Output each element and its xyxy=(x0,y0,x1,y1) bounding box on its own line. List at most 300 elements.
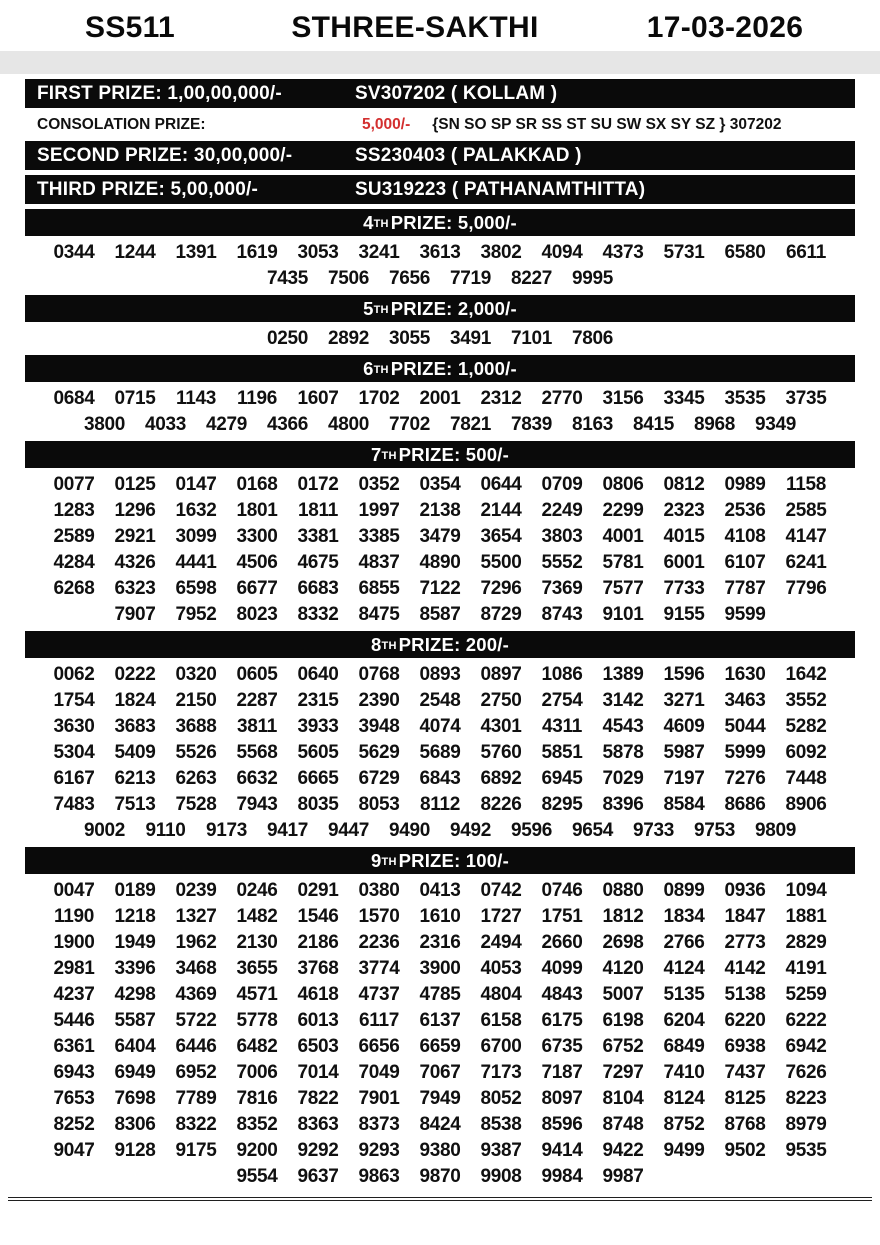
prize-number: 4737 xyxy=(358,984,400,1005)
prize-number: 5044 xyxy=(724,716,766,737)
prize-number: 3811 xyxy=(236,716,278,737)
lottery-name: STHREE-SAKTHI xyxy=(291,11,539,44)
prize-number: 1997 xyxy=(358,500,400,521)
prize-number: 6013 xyxy=(297,1010,339,1031)
prize-number: 8686 xyxy=(724,794,766,815)
prize-number: 7901 xyxy=(358,1088,400,1109)
prize-number: 4099 xyxy=(541,958,583,979)
prize-number: 4033 xyxy=(144,414,187,435)
first-prize-winner: SV307202 ( KOLLAM ) xyxy=(355,82,558,104)
header xyxy=(0,0,880,48)
prize-number: 3300 xyxy=(236,526,278,547)
prize-number-row xyxy=(0,904,880,930)
prize-number-row xyxy=(0,930,880,956)
prize-number: 0715 xyxy=(114,388,156,409)
prize-number: 9173 xyxy=(205,820,248,841)
prize-number: 4441 xyxy=(175,552,217,573)
prize-number: 8306 xyxy=(114,1114,156,1135)
prize-number: 2585 xyxy=(785,500,827,521)
prize-number: 1596 xyxy=(663,664,705,685)
draw-date: 17-03-2026 xyxy=(646,11,804,44)
prize-number: 9387 xyxy=(480,1140,522,1161)
prize-number: 2236 xyxy=(358,932,400,953)
prize-number: 6843 xyxy=(419,768,461,789)
section-ordinal-suffix: TH xyxy=(381,856,397,868)
prize-section-7th xyxy=(0,441,880,628)
prize-number: 6752 xyxy=(602,1036,644,1057)
prize-number-row xyxy=(0,1138,880,1164)
prize-number-row xyxy=(0,714,880,740)
prize-number: 7787 xyxy=(724,578,766,599)
prize-number: 3803 xyxy=(541,526,583,547)
prize-number-row xyxy=(0,602,880,628)
prize-number: 7437 xyxy=(724,1062,766,1083)
prize-number: 2754 xyxy=(541,690,583,711)
prize-number: 1881 xyxy=(785,906,827,927)
prize-number: 7506 xyxy=(327,268,370,289)
divider-band xyxy=(0,51,880,74)
prize-number: 2892 xyxy=(327,328,370,349)
prize-number: 0125 xyxy=(114,474,156,495)
prize-number: 6892 xyxy=(480,768,522,789)
prize-number: 8104 xyxy=(602,1088,644,1109)
prize-number: 1283 xyxy=(53,500,95,521)
prize-number: 0899 xyxy=(663,880,705,901)
prize-number: 9535 xyxy=(785,1140,827,1161)
prize-number: 3655 xyxy=(236,958,278,979)
prize-number: 1702 xyxy=(358,388,400,409)
prize-number: 0897 xyxy=(480,664,522,685)
prize-number: 9380 xyxy=(419,1140,461,1161)
prize-number: 6855 xyxy=(358,578,400,599)
prize-number: 1389 xyxy=(602,664,644,685)
prize-number: 3535 xyxy=(724,388,766,409)
prize-number: 9349 xyxy=(754,414,797,435)
prize-number: 6158 xyxy=(480,1010,522,1031)
prize-number: 1190 xyxy=(53,906,95,927)
prize-number: 8475 xyxy=(358,604,400,625)
prize-number: 0644 xyxy=(480,474,522,495)
prize-number: 3241 xyxy=(358,242,400,263)
prize-number: 9596 xyxy=(510,820,553,841)
prize-number-row xyxy=(0,662,880,688)
prize-number: 6446 xyxy=(175,1036,217,1057)
prize-number: 2698 xyxy=(602,932,644,953)
section-ordinal-suffix: TH xyxy=(373,218,389,230)
section-ordinal-suffix: TH xyxy=(381,450,397,462)
prize-number: 5568 xyxy=(236,742,278,763)
prize-number: 4843 xyxy=(541,984,583,1005)
prize-number: 4506 xyxy=(236,552,278,573)
prize-number: 8295 xyxy=(541,794,583,815)
prize-number: 2144 xyxy=(480,500,522,521)
prize-number: 3463 xyxy=(724,690,766,711)
section-ordinal: 8 xyxy=(371,633,382,655)
prize-number: 0746 xyxy=(541,880,583,901)
prize-number-row xyxy=(0,1060,880,1086)
third-prize-label: THIRD PRIZE: 5,00,000/- xyxy=(37,178,259,200)
prize-number: 6942 xyxy=(785,1036,827,1057)
prize-number: 5526 xyxy=(175,742,217,763)
prize-number: 2130 xyxy=(236,932,278,953)
prize-number: 3933 xyxy=(297,716,339,737)
prize-number: 3381 xyxy=(297,526,339,547)
prize-number: 6092 xyxy=(785,742,827,763)
prize-number: 5007 xyxy=(602,984,644,1005)
prize-number: 8223 xyxy=(785,1088,827,1109)
prize-number: 3774 xyxy=(358,958,400,979)
consolation-prize-winner: {SN SO SP SR SS ST SU SW SX SY SZ } 307202 xyxy=(432,116,782,133)
prize-number: 8097 xyxy=(541,1088,583,1109)
prize-number: 5987 xyxy=(663,742,705,763)
prize-number: 9554 xyxy=(236,1166,278,1187)
prize-number: 7014 xyxy=(297,1062,339,1083)
prize-number: 3271 xyxy=(663,690,705,711)
prize-number: 8979 xyxy=(785,1114,827,1135)
prize-number: 1158 xyxy=(785,474,827,495)
prize-number: 3802 xyxy=(480,242,522,263)
prize-section-7th-header xyxy=(25,441,855,468)
prize-number-row xyxy=(0,792,880,818)
prize-number: 2150 xyxy=(175,690,217,711)
section-ordinal: 9 xyxy=(371,849,382,871)
prize-number-row xyxy=(0,386,880,412)
prize-number: 6117 xyxy=(358,1010,400,1031)
prize-number: 0062 xyxy=(53,664,95,685)
prize-section-4th xyxy=(0,209,880,292)
prize-number-row xyxy=(0,240,880,266)
prize-number: 7006 xyxy=(236,1062,278,1083)
prize-number: 2001 xyxy=(419,388,461,409)
prize-number: 1962 xyxy=(175,932,217,953)
prize-section-8th-header xyxy=(25,631,855,658)
prize-number: 6268 xyxy=(53,578,95,599)
prize-number: 6677 xyxy=(236,578,278,599)
prize-number-row xyxy=(0,956,880,982)
prize-number: 2829 xyxy=(785,932,827,953)
prize-number: 7719 xyxy=(449,268,492,289)
prize-number: 6204 xyxy=(663,1010,705,1031)
section-ordinal: 4 xyxy=(363,211,374,233)
prize-number: 5722 xyxy=(175,1010,217,1031)
prize-number: 1727 xyxy=(480,906,522,927)
prize-number: 4373 xyxy=(602,242,644,263)
prize-number: 7839 xyxy=(510,414,553,435)
prize-number: 8332 xyxy=(297,604,339,625)
prize-number: 7952 xyxy=(175,604,217,625)
prize-number: 8322 xyxy=(175,1114,217,1135)
prize-number: 4785 xyxy=(419,984,461,1005)
prize-number: 9002 xyxy=(83,820,126,841)
prize-number-row xyxy=(0,472,880,498)
prize-number: 5282 xyxy=(785,716,827,737)
prize-number: 0893 xyxy=(419,664,461,685)
prize-number: 7733 xyxy=(663,578,705,599)
prize-number: 8352 xyxy=(236,1114,278,1135)
prize-number: 6656 xyxy=(358,1036,400,1057)
draw-code: SS511 xyxy=(85,11,175,44)
prize-number: 7029 xyxy=(602,768,644,789)
prize-number: 7653 xyxy=(53,1088,95,1109)
prize-number: 5138 xyxy=(724,984,766,1005)
prize-number: 6611 xyxy=(785,242,827,263)
prize-number: 8124 xyxy=(663,1088,705,1109)
prize-number: 1391 xyxy=(175,242,217,263)
prize-number: 7806 xyxy=(571,328,614,349)
prize-number: 1196 xyxy=(236,388,278,409)
prize-number: 8112 xyxy=(419,794,461,815)
prize-number: 7907 xyxy=(114,604,156,625)
prize-number: 1143 xyxy=(175,388,217,409)
prize-number: 6167 xyxy=(53,768,95,789)
prize-number: 6938 xyxy=(724,1036,766,1057)
prize-number: 3345 xyxy=(663,388,705,409)
prize-number: 6943 xyxy=(53,1062,95,1083)
prize-number: 2750 xyxy=(480,690,522,711)
prize-number: 4074 xyxy=(419,716,461,737)
prize-number: 9492 xyxy=(449,820,492,841)
prize-number: 0413 xyxy=(419,880,461,901)
prize-number: 7435 xyxy=(266,268,309,289)
prize-number: 4571 xyxy=(236,984,278,1005)
prize-number: 4890 xyxy=(419,552,461,573)
prize-number: 5760 xyxy=(480,742,522,763)
consolation-prize-row xyxy=(25,113,855,137)
prize-number: 7297 xyxy=(602,1062,644,1083)
prize-number: 9599 xyxy=(724,604,766,625)
section-ordinal: 6 xyxy=(363,357,374,379)
prize-number: 7702 xyxy=(388,414,431,435)
prize-number: 4120 xyxy=(602,958,644,979)
prize-number: 4142 xyxy=(724,958,766,979)
prize-number: 5259 xyxy=(785,984,827,1005)
prize-number: 0147 xyxy=(175,474,217,495)
prize-number: 2766 xyxy=(663,932,705,953)
prize-number: 4543 xyxy=(602,716,644,737)
prize-number: 8968 xyxy=(693,414,736,435)
prize-number: 7173 xyxy=(480,1062,522,1083)
prize-number: 7816 xyxy=(236,1088,278,1109)
prize-number: 0709 xyxy=(541,474,583,495)
prize-number: 6361 xyxy=(53,1036,95,1057)
prize-number: 3468 xyxy=(175,958,217,979)
prize-number: 7822 xyxy=(297,1088,339,1109)
prize-number: 5500 xyxy=(480,552,522,573)
prize-number: 0989 xyxy=(724,474,766,495)
prize-number-row xyxy=(0,498,880,524)
prize-number: 6598 xyxy=(175,578,217,599)
prize-number: 0047 xyxy=(53,880,95,901)
prize-number: 5605 xyxy=(297,742,339,763)
prize-number-row xyxy=(0,326,880,352)
prize-number: 8748 xyxy=(602,1114,644,1135)
prize-number: 4618 xyxy=(297,984,339,1005)
prize-number: 1570 xyxy=(358,906,400,927)
prize-number: 1949 xyxy=(114,932,156,953)
prize-number: 0246 xyxy=(236,880,278,901)
bottom-divider xyxy=(8,1197,872,1201)
prize-section-9th xyxy=(0,847,880,1190)
section-title-rest: PRIZE: 2,000/- xyxy=(390,297,517,319)
prize-number: 3385 xyxy=(358,526,400,547)
prize-number: 3654 xyxy=(480,526,522,547)
prize-number: 8743 xyxy=(541,604,583,625)
prize-number: 2323 xyxy=(663,500,705,521)
prize-number: 1619 xyxy=(236,242,278,263)
prize-number: 3613 xyxy=(419,242,461,263)
prize-number: 0320 xyxy=(175,664,217,685)
prize-number: 9908 xyxy=(480,1166,522,1187)
prize-number: 0380 xyxy=(358,880,400,901)
prize-number: 7483 xyxy=(53,794,95,815)
prize-number: 1327 xyxy=(175,906,217,927)
prize-number: 9422 xyxy=(602,1140,644,1161)
prize-number: 6949 xyxy=(114,1062,156,1083)
prize-number-row xyxy=(0,982,880,1008)
prize-number: 9175 xyxy=(175,1140,217,1161)
prize-number: 9753 xyxy=(693,820,736,841)
prize-number: 3800 xyxy=(83,414,126,435)
prize-number: 8584 xyxy=(663,794,705,815)
prize-number: 6107 xyxy=(724,552,766,573)
prize-number-row xyxy=(0,266,880,292)
prize-number: 5587 xyxy=(114,1010,156,1031)
prize-number: 1801 xyxy=(236,500,278,521)
prize-number: 9984 xyxy=(541,1166,583,1187)
prize-number: 5552 xyxy=(541,552,583,573)
third-prize-row xyxy=(25,175,855,204)
prize-number: 7949 xyxy=(419,1088,461,1109)
prize-number: 6945 xyxy=(541,768,583,789)
prize-number: 2312 xyxy=(480,388,522,409)
section-title-rest: PRIZE: 100/- xyxy=(398,849,509,871)
prize-section-8th xyxy=(0,631,880,844)
prize-number: 6632 xyxy=(236,768,278,789)
prize-number: 3630 xyxy=(53,716,95,737)
prize-number: 1847 xyxy=(724,906,766,927)
prize-number: 8396 xyxy=(602,794,644,815)
prize-number: 2249 xyxy=(541,500,583,521)
prize-number-row xyxy=(0,1008,880,1034)
prize-number: 7410 xyxy=(663,1062,705,1083)
prize-number: 1642 xyxy=(785,664,827,685)
prize-number: 2315 xyxy=(297,690,339,711)
prize-number: 0239 xyxy=(175,880,217,901)
prize-number: 6482 xyxy=(236,1036,278,1057)
prize-number: 4015 xyxy=(663,526,705,547)
prize-number: 6222 xyxy=(785,1010,827,1031)
prize-number: 4837 xyxy=(358,552,400,573)
prize-number: 2390 xyxy=(358,690,400,711)
prize-number: 7067 xyxy=(419,1062,461,1083)
prize-number: 4301 xyxy=(480,716,522,737)
prize-number: 7943 xyxy=(236,794,278,815)
prize-number: 5851 xyxy=(541,742,583,763)
prize-number: 4369 xyxy=(175,984,217,1005)
prize-number: 7448 xyxy=(785,768,827,789)
prize-number: 4124 xyxy=(663,958,705,979)
prize-number: 8768 xyxy=(724,1114,766,1135)
prize-number: 6323 xyxy=(114,578,156,599)
second-prize-row xyxy=(25,141,855,170)
prize-section-4th-header xyxy=(25,209,855,236)
prize-number: 2536 xyxy=(724,500,766,521)
prize-number: 6001 xyxy=(663,552,705,573)
section-ordinal-suffix: TH xyxy=(373,304,389,316)
prize-number: 2186 xyxy=(297,932,339,953)
prize-number: 0352 xyxy=(358,474,400,495)
prize-number: 5304 xyxy=(53,742,95,763)
prize-number-row xyxy=(0,1112,880,1138)
prize-number: 9101 xyxy=(602,604,644,625)
prize-number: 3055 xyxy=(388,328,431,349)
section-ordinal-suffix: TH xyxy=(381,640,397,652)
prize-number: 6137 xyxy=(419,1010,461,1031)
prize-number: 7122 xyxy=(419,578,461,599)
prize-number: 8415 xyxy=(632,414,675,435)
prize-number: 8226 xyxy=(480,794,522,815)
prize-number: 8538 xyxy=(480,1114,522,1135)
prize-number-row xyxy=(0,766,880,792)
prize-number: 8596 xyxy=(541,1114,583,1135)
prize-number: 5878 xyxy=(602,742,644,763)
prize-number: 6849 xyxy=(663,1036,705,1057)
prize-number: 0250 xyxy=(266,328,309,349)
prize-number: 7789 xyxy=(175,1088,217,1109)
prize-number: 1482 xyxy=(236,906,278,927)
prize-number: 0640 xyxy=(297,664,339,685)
prize-number: 3053 xyxy=(297,242,339,263)
prize-number: 8906 xyxy=(785,794,827,815)
prize-number: 3688 xyxy=(175,716,217,737)
prize-number: 9417 xyxy=(266,820,309,841)
prize-number: 6503 xyxy=(297,1036,339,1057)
prize-number: 0222 xyxy=(114,664,156,685)
prize-number: 5689 xyxy=(419,742,461,763)
prize-number: 2921 xyxy=(114,526,156,547)
consolation-prize-amount: 5,000/- xyxy=(362,116,411,133)
prize-number: 0077 xyxy=(53,474,95,495)
prize-number-row xyxy=(0,878,880,904)
prize-number: 9292 xyxy=(297,1140,339,1161)
prize-number: 6213 xyxy=(114,768,156,789)
prize-number: 5629 xyxy=(358,742,400,763)
prize-number: 4053 xyxy=(480,958,522,979)
third-prize-winner: SU319223 ( PATHANAMTHITTA) xyxy=(355,178,646,200)
prize-number: 1834 xyxy=(663,906,705,927)
prize-number: 3735 xyxy=(785,388,827,409)
prize-number: 8373 xyxy=(358,1114,400,1135)
prize-number: 9870 xyxy=(419,1166,461,1187)
prize-number: 9155 xyxy=(663,604,705,625)
prize-section-9th-header xyxy=(25,847,855,874)
prize-number: 1751 xyxy=(541,906,583,927)
prize-number-row xyxy=(0,740,880,766)
prize-number: 4094 xyxy=(541,242,583,263)
section-ordinal: 7 xyxy=(371,443,382,465)
prize-number: 9502 xyxy=(724,1140,766,1161)
prize-number: 4279 xyxy=(205,414,248,435)
prize-number: 9499 xyxy=(663,1140,705,1161)
prize-number: 7796 xyxy=(785,578,827,599)
prize-number: 6683 xyxy=(297,578,339,599)
second-prize-label: SECOND PRIZE: 30,00,000/- xyxy=(37,144,293,166)
prize-number: 2589 xyxy=(53,526,95,547)
prize-number: 1630 xyxy=(724,664,766,685)
prize-number: 6700 xyxy=(480,1036,522,1057)
prize-number: 6665 xyxy=(297,768,339,789)
prize-number: 8729 xyxy=(480,604,522,625)
